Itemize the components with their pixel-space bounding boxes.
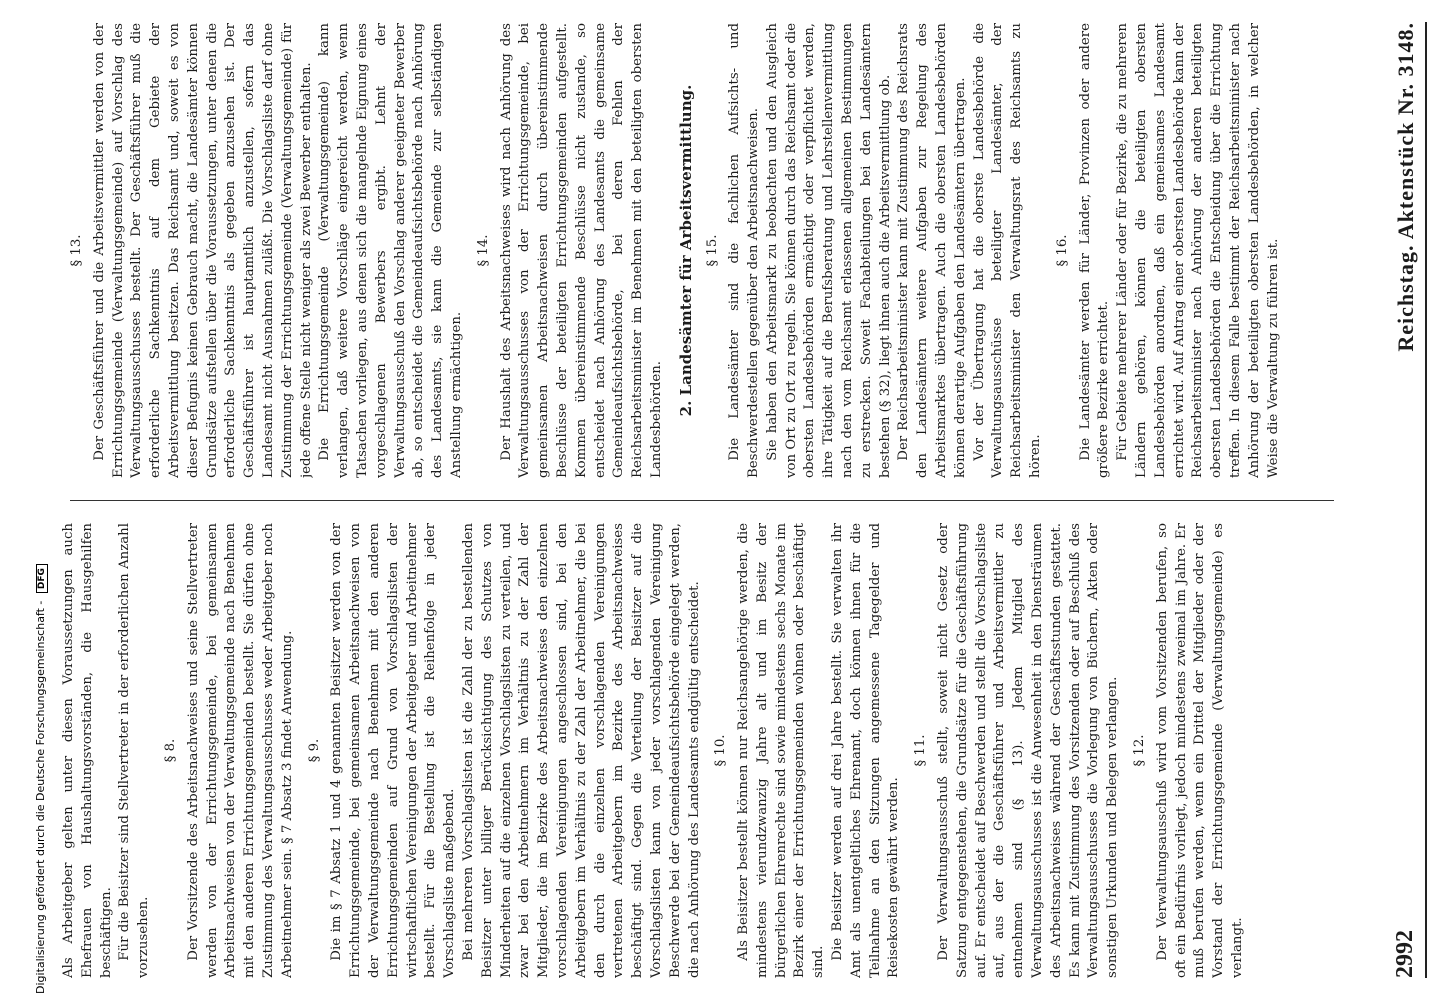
section-heading: § 11. bbox=[913, 734, 929, 767]
paragraph: Der Verwaltungsausschuß stellt, soweit nicht Gesetz oder Satzung entgegenstehen, die Grundsätze für die Geschäftsführung auf. Er entscheidet auf Beschwerden und stellt die Vorschlagsliste auf, aus der die Geschäftsführer und Arbeitsvermittler zu entnehmen sind (§ 13). Jedem Mitglied des Verwaltungsausschusses ist die Anwesenheit in den Diensträumen des Arbeitsnachweises während der Geschäftsstunden gestattet. Es kann mit Zustimmung des Vorsitzenden oder auf Beschluß des Verwaltungsausschusses die Vorlegung von Büchern, Akten oder sonstigen Urkunden und Belegen verlangen. bbox=[936, 523, 1121, 978]
column-divider bbox=[70, 500, 1334, 501]
paragraph: Für Gebiete mehrerer Länder oder für Bezirke, die zu mehreren Ländern gehören, können die beteiligten obersten Landesbehörden anordnen, daß ein gemeinsames Landesamt errichtet wird. Auf Antrag einer obersten Landesbehörde kann der Reichsarbeitsminister nach Anhörung der anderen beteiligten obersten Landesbehörden die Entscheidung über die Errichtung treffen. In diesem Falle bestimmt der Reichsarbeitsminister nach Anhörung der beteiligten obersten Landesbehörden, in welcher Weise die Verwaltung zu führen ist. bbox=[1115, 23, 1281, 478]
page-header bbox=[1375, 22, 1427, 978]
section-heading: § 15. bbox=[704, 234, 720, 267]
paragraph: Die Errichtungsgemeinde (Verwaltungsgemeinde) kann verlangen, daß weitere Vorschläge eingereicht werden, wenn Tatsachen vorliegen, aus denen sich die mangelnde Eignung eines vorgeschlagenen Bewerbers ergibt. Lehnt der Verwaltungsausschuß den Vorschlag anderer geeigneter Bewerber ab, so entscheidet die Gemeindeaufsichtsbehörde nach Anhörung des Landesamts, sie kann die Gemeinde zur selbständigen Anstellung ermächtigen. bbox=[317, 23, 464, 478]
rotated-page bbox=[30, 0, 1434, 1000]
paragraph: Die Beisitzer werden auf drei Jahre bestellt. Sie verwalten ihr Amt als unentgeltliches Ehrenamt, doch können ihnen für die Teilnahme an den Sitzungen angemessene Tagegelder und Reisekosten gewährt werden. bbox=[830, 523, 902, 978]
paragraph: Als Beisitzer bestellt können nur Reichsangehörige werden, die mindestens vierundzwanzig Jahre alt und im Besitz der bürgerlichen Ehrenrechte sind sowie mindestens sechs Monate im Bezirk einer der Errichtungsgemeinden wohnen oder beschäftigt sind. bbox=[736, 523, 827, 978]
section-heading: § 16. bbox=[1054, 234, 1070, 267]
paragraph: Der Haushalt des Arbeitsnachweises wird nach Anhörung des Verwaltungsausschusses von der Errichtungsgemeinde, bei gemeinsamen Arbeitsnachweisen durch übereinstimmende Beschlüsse der beteiligten Errichtungsgemeinden aufgestellt. Kommen übereinstimmende Beschlüsse nicht zustande, so entscheidet nach Anhörung des Landesamts die gemeinsame Gemeindeaufsichtsbehörde, bei deren Fehlen der Reichsarbeitsminister im Benehmen mit den beteiligten obersten Landesbehörden. bbox=[498, 23, 664, 478]
section-heading: § 8. bbox=[162, 738, 178, 763]
paragraph: Die im § 7 Absatz 1 und 4 genannten Beisitzer werden von der Errichtungsgemeinde, bei gemeinsamen Arbeitsnachweisen von der Verwaltungsgemeinde nach Benehmen mit den anderen Errichtungsgemeinden auf Grund von Vorschlagslisten der wirtschaftlichen Vereinigungen der Arbeitgeber und Arbeitnehmer bestellt. Für die Bestellung ist die Reihenfolge in jeder Vorschlagsliste maßgebend. bbox=[329, 523, 458, 978]
paragraph: Als Arbeitgeber gelten unter diesen Voraussetzungen auch Ehefrauen von Haushaltungsvorständen, die Hausgehilfen beschäftigen. bbox=[61, 523, 114, 978]
section-heading: § 9. bbox=[306, 738, 322, 763]
dfg-logo: DFG bbox=[36, 564, 48, 593]
section-heading: § 10. bbox=[713, 734, 729, 767]
paragraph: Die Landesämter sind die fachlichen Aufsichts- und Beschwerdestellen gegenüber den Arbeitsnachweisen. bbox=[727, 23, 762, 478]
paragraph: Vor der Übertragung hat die oberste Landesbehörde die Verwaltungsausschüsse beteiligter Landesämter, der Reichsarbeitsminister den Verwaltungsrat des Reichsamts zu hören. bbox=[971, 23, 1044, 478]
digitization-credit bbox=[34, 564, 48, 994]
section-heading: § 12. bbox=[1132, 734, 1148, 767]
paragraph: Der Geschäftsführer und die Arbeitsvermittler werden von der Errichtungsgemeinde (Verwaltungsgemeinde) auf Vorschlag des Verwaltungsausschusses bestellt. Der Geschäftsführer muß die erforderliche Sachkenntnis auf dem Gebiete der Arbeitsvermittlung besitzen. Das Reichsamt und, soweit es von dieser Befugnis keinen Gebrauch macht, die Landesämter können Grundsätze aufstellen über die Voraussetzungen, unter denen die erforderliche Sachkenntnis als gegeben anzusehen ist. Der Geschäftsführer ist hauptamtlich anzustellen, sofern das Landesamt nicht Ausnahmen zuläßt. Die Vorschlagsliste darf ohne Zustimmung der Errichtungsgemeinde (Verwaltungsgemeinde) für jede offene Stelle nicht weniger als zwei Bewerber enthalten. bbox=[91, 23, 314, 478]
paragraph: Der Verwaltungsausschuß wird vom Vorsitzenden berufen, so oft ein Bedürfnis vorliegt, jedoch mindestens zweimal im Jahre. Er muß berufen werden, wenn ein Drittel der Mitglieder oder der Vorstand der Errichtungsgemeinde (Verwaltungsgemeinde) es verlangt. bbox=[1154, 523, 1246, 978]
left-column bbox=[60, 523, 1349, 978]
paragraph: Bei mehreren Vorschlagslisten ist die Zahl der zu bestellenden Beisitzer unter billiger Berücksichtigung des Schutzes von Minderheiten auf die einzelnen Vorschlagslisten zu verteilen, und zwar bei den Arbeitnehmern im Verhältnis zu der Zahl der Mitglieder, die im Bezirke des Arbeitsnachweises den einzelnen vorschlagenden Vereinigungen angeschlossen sind, bei den Arbeitgebern im Verhältnis zu der Zahl der Arbeitnehmer, die bei den durch die einzelnen vorschlagenden Vereinigungen vertretenen Arbeitgebern im Bezirke des Arbeitsnachweises beschäftigt sind. Gegen die Verteilung der Beisitzer auf die Vorschlagslisten kann von jeder vorschlagenden Vereinigung Beschwerde bei der Gemeindeaufsichtsbehörde eingelegt werden, die nach Anhörung des Landesamts endgültig entscheidet. bbox=[460, 523, 702, 978]
paragraph: Für die Beisitzer sind Stellvertreter in der erforderlichen Anzahl vorzusehen. bbox=[117, 523, 152, 978]
section-heading: § 14. bbox=[475, 234, 491, 267]
paragraph: Der Reichsarbeitsminister kann mit Zustimmung des Reichsrats den Landesämtern weitere Aufgaben zur Regelung des Arbeitsmarktes übertragen. Auch die obersten Landesbehörden können derartige Aufgaben den Landesämtern übertragen. bbox=[896, 23, 968, 478]
paragraph: Der Vorsitzende des Arbeitsnachweises und seine Stellvertreter werden von der Errichtungsgemeinde, bei gemeinsamen Arbeitsnachweisen von der Verwaltungsgemeinde nach Benehmen mit den anderen Errichtungsgemeinden bestellt. Sie dürfen ohne Zustimmung des Verwaltungsausschusses weder Arbeitgeber noch Arbeitnehmer sein. § 7 Absatz 3 findet Anwendung. bbox=[185, 523, 295, 978]
section-heading: § 13. bbox=[69, 234, 84, 267]
paragraph: Die Landesämter werden für Länder, Provinzen oder andere größere Bezirke errichtet. bbox=[1077, 23, 1112, 478]
credit-text: Digitalisierung gefördert durch die Deutsche Forschungsgemeinschaft - bbox=[34, 600, 47, 994]
right-column bbox=[60, 23, 1349, 478]
page-title: Reichstag. Aktenstück Nr. 3148. bbox=[1393, 22, 1418, 352]
paragraph: Sie haben den Arbeitsmarkt zu beobachten und den Ausgleich von Ort zu Ort zu regeln. Sie können durch das Reichsamt oder die obersten Landesbehörden ermächtigt oder verpflichtet werden, ihre Tätigkeit auf die Berufsberatung und Lehrstellenvermittlung nach den vom Reichsamt erlassenen allgemeinen Bestimmungen zu erstrecken. Soweit Fachabteilungen bei den Landesämtern bestehen (§ 32), liegt ihnen auch die Arbeitsvermittlung ob. bbox=[764, 23, 893, 478]
page-number: 2992 bbox=[1392, 930, 1418, 978]
chapter-heading: 2. Landesämter für Arbeitsvermittlung. bbox=[676, 84, 695, 417]
